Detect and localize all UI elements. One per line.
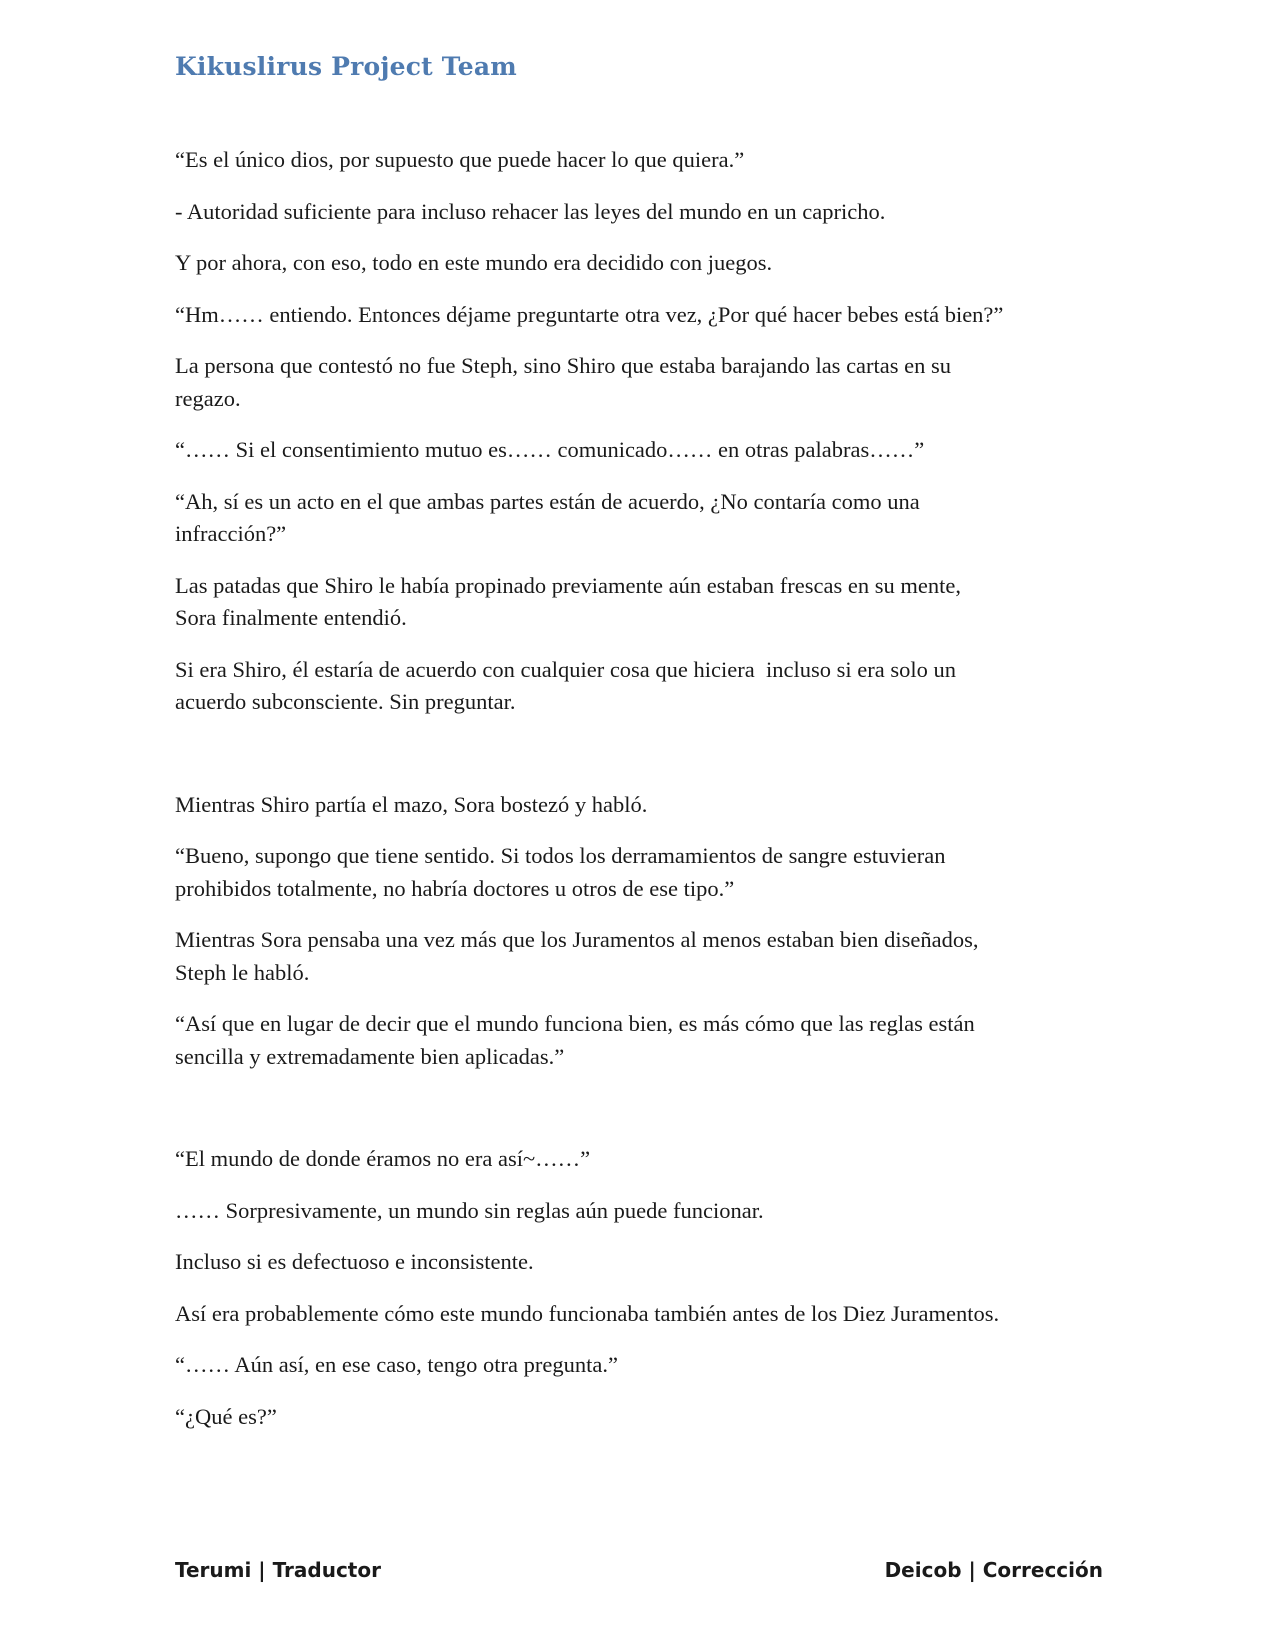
paragraph: - Autoridad suficiente para incluso rehacer las leyes del mundo en un capricho.: [175, 198, 886, 224]
section-break: [175, 738, 1105, 789]
paragraph: “Bueno, supongo que tiene sentido. Si todos los derramamientos de sangre estuvieran prohibidos totalmente, no habría doctores u otros de ese tipo.”: [175, 843, 946, 901]
document-body: [175, 144, 1105, 1452]
paragraph: Las patadas que Shiro le había propinado previamente aún estaban frescas en su mente, Sora finalmente entendió.: [175, 572, 961, 630]
paragraph: “Ah, sí es un acto en el que ambas partes están de acuerdo, ¿No contaría como una infracción?”: [175, 488, 920, 546]
paragraph: Mientras Shiro partía el mazo, Sora bostezó y habló.: [175, 791, 648, 817]
footer-proofreader-credit: Deicob | Corrección: [884, 1558, 1103, 1582]
footer-translator-credit: Terumi | Traductor: [175, 1558, 381, 1582]
paragraph: Así era probablemente cómo este mundo funcionaba también antes de los Diez Juramentos.: [175, 1300, 1000, 1326]
paragraph: “…… Aún así, en ese caso, tengo otra pregunta.”: [175, 1352, 618, 1377]
paragraph: Incluso si es defectuoso e inconsistente.: [175, 1249, 534, 1274]
section-break: [175, 1092, 1105, 1143]
paragraph: “El mundo de donde éramos no era así~……”: [175, 1146, 591, 1171]
paragraph: Mientras Sora pensaba una vez más que los Juramentos al menos estaban bien diseñados, Steph le habló.: [175, 927, 979, 985]
paragraph: La persona que contestó no fue Steph, sino Shiro que estaba barajando las cartas en su regazo.: [175, 353, 952, 411]
paragraph: …… Sorpresivamente, un mundo sin reglas aún puede funcionar.: [175, 1197, 764, 1223]
paragraph: “¿Qué es?”: [175, 1403, 277, 1429]
paragraph: “Hm…… entiendo. Entonces déjame preguntarte otra vez, ¿Por qué hacer bebes está bien?”: [175, 301, 1004, 327]
paragraph: “…… Si el consentimiento mutuo es…… comunicado…… en otras palabras……”: [175, 437, 925, 462]
paragraph: “Así que en lugar de decir que el mundo funciona bien, es más cómo que las reglas están sencilla y extremadamente bien aplicadas.”: [175, 1011, 975, 1069]
paragraph: Y por ahora, con eso, todo en este mundo era decidido con juegos.: [175, 250, 773, 275]
page-header-title: Kikuslirus Project Team: [175, 52, 517, 81]
paragraph: Si era Shiro, él estaría de acuerdo con cualquier cosa que hiciera incluso si era solo un acuerdo subconsciente. Sin preguntar.: [175, 656, 956, 714]
paragraph: “Es el único dios, por supuesto que puede hacer lo que quiera.”: [175, 147, 745, 172]
